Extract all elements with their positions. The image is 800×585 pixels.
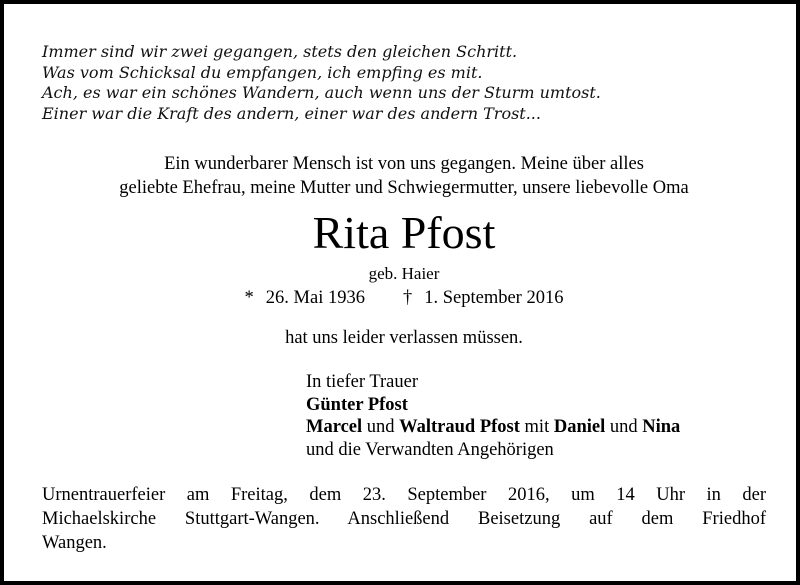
mourner-nina: Nina bbox=[642, 417, 681, 437]
death-symbol: † bbox=[402, 288, 413, 308]
funeral-line-3: Wangen. bbox=[42, 533, 107, 553]
connector-mit: mit bbox=[519, 417, 554, 437]
mourners-relatives: und die Verwandten Angehörigen bbox=[306, 439, 554, 460]
mourner-line-1 bbox=[306, 394, 786, 417]
poem-line-4: Einer war die Kraft des andern, einer war des andern Trost... bbox=[42, 103, 541, 123]
mourners-block bbox=[306, 371, 786, 461]
funeral-info bbox=[42, 483, 766, 555]
poem-line-1: Immer sind wir zwei gegangen, stets den gleichen Schritt. bbox=[42, 42, 518, 61]
intro-line-1: Ein wunderbarer Mensch ist von uns gegangen. Meine über alles bbox=[164, 154, 644, 174]
poem-block bbox=[42, 42, 782, 124]
poem-line-2: Was vom Schicksal du empfangen, ich empfing es mit. bbox=[42, 62, 483, 82]
birth-date: 26. Mai 1936 bbox=[265, 288, 365, 308]
funeral-line-1: Urnentrauerfeier am Freitag, dem 23. September 2016, um 14 Uhr in der bbox=[42, 485, 766, 505]
mourner-line-2 bbox=[306, 416, 786, 439]
mourners-heading: In tiefer Trauer bbox=[306, 372, 418, 392]
mourner-waltraud: Waltraud Pfost bbox=[399, 417, 520, 437]
left-message: hat uns leider verlassen müssen. bbox=[285, 328, 523, 348]
death-date: 1. September 2016 bbox=[424, 288, 564, 308]
birth-symbol: * bbox=[244, 288, 254, 308]
life-dates bbox=[4, 287, 800, 309]
intro-line-2: geliebte Ehefrau, meine Mutter und Schwiegermutter, unsere liebevolle Oma bbox=[119, 178, 689, 198]
mourner-daniel: Daniel bbox=[553, 417, 606, 437]
poem-line-3: Ach, es war ein schönes Wandern, auch wenn uns der Sturm umtost. bbox=[42, 83, 601, 102]
connector-und-2: und bbox=[605, 417, 643, 437]
intro-text bbox=[4, 152, 800, 200]
deceased-name: Rita Pfost bbox=[312, 207, 496, 258]
mourner-guenter: Günter Pfost bbox=[306, 394, 408, 415]
born-name: geb. Haier bbox=[368, 264, 440, 283]
funeral-line-2: Michaelskirche Stuttgart-Wangen. Anschließend Beisetzung auf dem Friedhof bbox=[42, 509, 766, 529]
mourner-marcel: Marcel bbox=[306, 417, 363, 437]
connector-und-1: und bbox=[362, 417, 400, 437]
